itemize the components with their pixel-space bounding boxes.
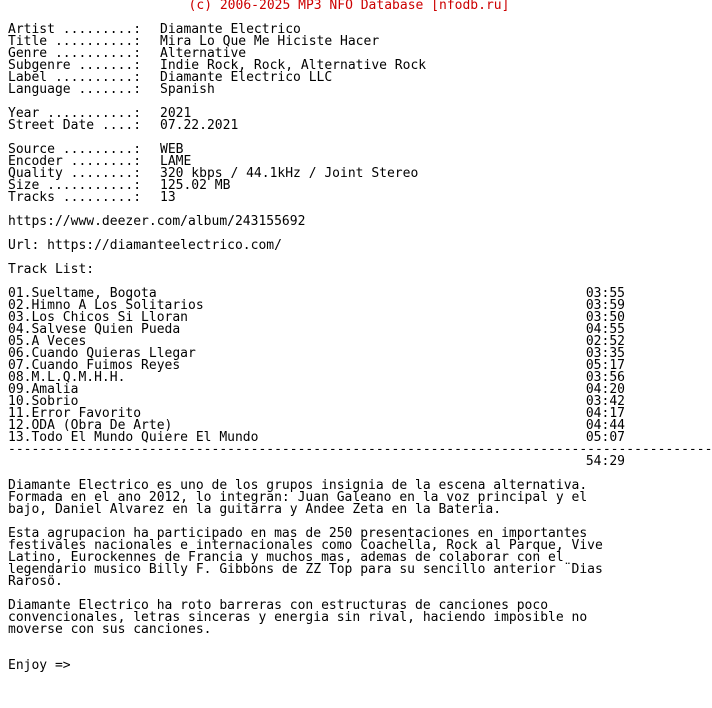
track-title: 11.Error Favorito [8,406,142,421]
release-info [8,24,698,96]
track-title: 01.Sueltame, Bogota [8,286,157,301]
info-value: 2021 [160,106,192,121]
track-title: 02.Himno A Los Solitarios [8,298,204,313]
description-paragraph-3 [8,600,698,636]
site-url: Url: https://diamanteelectrico.com/ [8,238,282,253]
description-line: Rarosö. [8,574,63,589]
track-row [8,372,625,384]
separator-line: ------------------------------------------------------------------------------------------ [8,442,712,457]
track-list-heading: Track List: [8,262,95,277]
track-duration: 03:55 [585,286,625,301]
track-title: 05.A Veces [8,334,87,349]
deezer-url: https://www.deezer.com/album/243155692 [8,214,306,229]
description-line: Formada en el ano 2012, lo integran: Juan Galeano en la voz principal y el [8,490,588,505]
info-key: Artist .........: [8,22,142,37]
track-row [8,384,625,396]
description-paragraph-1 [8,480,698,516]
track-title: 04.Salvese Quien Pueda [8,322,181,337]
info-key: Tracks .........: [8,190,142,205]
track-title: 06.Cuando Quieras Llegar [8,346,196,361]
track-duration: 04:20 [585,382,625,397]
track-row [8,324,625,336]
description-line: Esta agrupacion ha participado en mas de 250 presentaciones en importantes [8,526,588,541]
description-paragraph-2 [8,528,698,588]
track-duration: 03:35 [585,346,625,361]
track-title: 09.Amalia [8,382,79,397]
info-key: Year ...........: [8,106,142,121]
info-value: 07.22.2021 [160,118,239,133]
blank-line [8,648,698,660]
track-duration: 03:59 [585,298,625,313]
track-duration: 02:52 [585,334,625,349]
track-row [8,432,625,444]
info-value: Diamante Electrico LLC [160,70,333,85]
track-title: 10.Sobrio [8,394,79,409]
release-dates [8,108,698,132]
description-line: moverse con sus canciones. [8,622,212,637]
info-value: Spanish [160,82,215,97]
info-value: Diamante Electrico [160,22,301,37]
info-tracks [8,192,698,204]
nfodb-banner[interactable]: (c) 2006-2025 MP3 NFO Database [nfodb.ru] [188,0,510,13]
description-line: convencionales, letras sinceras y energia sin rival, haciendo imposible no [8,610,588,625]
blank-line [8,252,698,264]
description-line: legendario musico Billy F. Gibbons de ZZ Top para su sencillo anterior ¨Dias [8,562,603,577]
track-title: 03.Los Chicos Si Lloran [8,310,189,325]
track-duration: 04:44 [585,418,625,433]
technical-info [8,144,698,204]
description-line: Diamante Electrico ha roto barreras con estructuras de canciones poco [8,598,549,613]
info-value: WEB [160,142,184,157]
nfo-document [8,0,712,673]
description-line: festivales nacionales e internacionales como Coachella, Rock al Parque, Vive [8,538,603,553]
info-value: LAME [160,154,192,169]
info-key: Language .......: [8,82,142,97]
track-list [8,288,698,444]
track-title: 08.M.L.Q.M.H.H. [8,370,126,385]
description-line: bajo, Daniel Alvarez en la guitarra y Andee Zeta en la Bateria. [8,502,502,517]
track-title: 07.Cuando Fuimos Reyes [8,358,181,373]
track-duration: 03:56 [585,370,625,385]
info-value: 125.02 MB [160,178,231,193]
track-duration: 03:42 [585,394,625,409]
description-line: Latino, Eurockennes de Francia y muchos mas, ademas de colaborar con el [8,550,564,565]
info-language [8,84,698,96]
track-duration: 04:55 [585,322,625,337]
info-key: Title ..........: [8,34,142,49]
track-duration: 05:17 [585,358,625,373]
info-key: Genre ..........: [8,46,142,61]
info-key: Street Date ....: [8,118,142,133]
info-key: Subgenre .......: [8,58,142,73]
info-value: 320 kbps / 44.1kHz / Joint Stereo [160,166,419,181]
info-value: Indie Rock, Rock, Alternative Rock [160,58,427,73]
info-value: Alternative [160,46,247,61]
enjoy-line: Enjoy => [8,658,71,673]
info-value: 13 [160,190,176,205]
info-value: Mira Lo Que Me Hiciste Hacer [160,34,380,49]
info-key: Label ..........: [8,70,142,85]
total-duration: 54:29 [585,454,625,469]
track-duration: 04:17 [585,406,625,421]
info-key: Encoder ........: [8,154,142,169]
track-duration: 03:50 [585,310,625,325]
description-line: Diamante Electrico es uno de los grupos insignia de la escena alternativa. [8,478,588,493]
blank-line [8,636,698,648]
info-key: Size ...........: [8,178,142,193]
track-title: 12.ODA (Obra De Arte) [8,418,173,433]
track-title: 13.Todo El Mundo Quiere El Mundo [8,430,259,445]
track-duration: 05:07 [585,430,625,445]
info-street-date [8,120,698,132]
info-key: Quality ........: [8,166,142,181]
info-key: Source .........: [8,142,142,157]
